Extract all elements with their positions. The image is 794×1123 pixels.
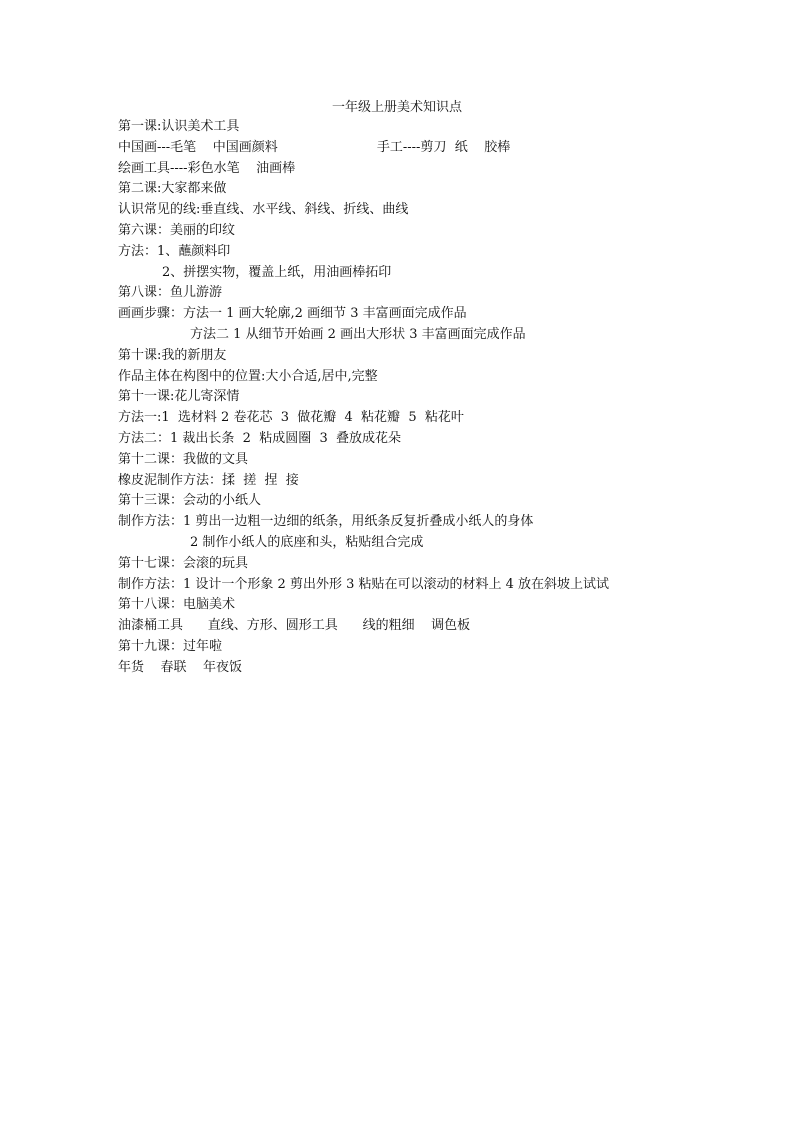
document-body	[118, 117, 778, 679]
text-line: 认识常见的线:垂直线、水平线、斜线、折线、曲线	[118, 202, 409, 218]
text-line: 油漆桶工具 直线、方形、圆形工具 线的粗细 调色板	[118, 618, 471, 634]
text-line: 年货 春联 年夜饭	[118, 659, 243, 675]
lesson-heading: 第十九课：过年啦	[118, 638, 223, 654]
lesson-heading: 第十三课：会动的小纸人	[118, 493, 262, 509]
lesson-heading: 第八课：鱼儿游游	[118, 285, 223, 301]
document-title: 一年级上册美术知识点	[331, 100, 462, 115]
text-line-indented: 2 制作小纸人的底座和头，粘贴组合完成	[190, 534, 424, 550]
text-line: 画画步骤：方法一 1 画大轮廓,2 画细节 3 丰富画面完成作品	[118, 306, 467, 322]
lesson-heading: 第二课:大家都来做	[118, 181, 227, 197]
text-line: 橡皮泥制作方法：揉 搓 捏 接	[118, 472, 299, 488]
lesson-heading: 第十七课：会滚的玩具	[118, 555, 249, 571]
lesson-heading: 第十八课：电脑美术	[118, 597, 236, 613]
text-line: 中国画---毛笔 中国画颜料 手工----剪刀 纸 胶棒	[118, 139, 511, 155]
text-line: 制作方法：1 剪出一边粗一边细的纸条，用纸条反复折叠成小纸人的身体	[118, 514, 534, 530]
lesson-heading: 第十一课:花儿寄深情	[118, 389, 240, 405]
text-line: 方法二：1 裁出长条 2 粘成圆圈 3 叠放成花朵	[118, 430, 402, 446]
text-line: 方法：1、蘸颜料印	[118, 243, 231, 259]
lesson-heading: 第六课：美丽的印纹	[118, 222, 236, 238]
text-line-indented: 方法二 1 从细节开始画 2 画出大形状 3 丰富画面完成作品	[190, 326, 526, 342]
lesson-heading: 第十二课：我做的文具	[118, 451, 249, 467]
lesson-heading: 第一课:认识美术工具	[118, 119, 240, 134]
text-line: 作品主体在构图中的位置:大小合适,居中,完整	[118, 368, 378, 384]
text-line: 方法一:1 选材料 2 卷花芯 3 做花瓣 4 粘花瓣 5 粘花叶	[118, 410, 464, 426]
lesson-heading: 第十课:我的新朋友	[118, 347, 227, 363]
text-line: 制作方法：1 设计一个形象 2 剪出外形 3 粘贴在可以滚动的材料上 4 放在斜坡上试试	[118, 576, 610, 592]
text-line-indented: 2、拼摆实物，覆盖上纸，用油画棒拓印	[162, 264, 392, 280]
text-line: 绘画工具----彩色水笔 油画棒	[118, 160, 296, 176]
